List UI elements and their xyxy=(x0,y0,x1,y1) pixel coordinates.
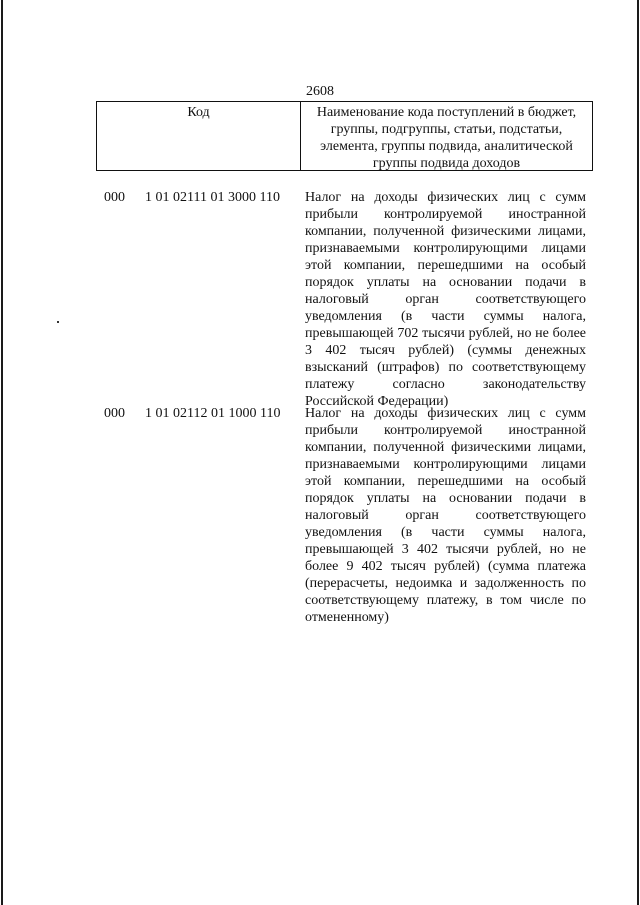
scan-speck xyxy=(57,321,59,323)
scan-edge-right xyxy=(637,0,639,905)
row-group-code: 000 xyxy=(104,190,125,205)
row-budget-code: 1 01 02112 01 1000 110 xyxy=(145,406,281,421)
row-description: Налог на доходы физических лиц с сумм прибыли контролируемой иностранной компании, полученной физическими лицами, признаваемыми контролирующими лицами этой компании, перешедшими на особый порядок уплаты на основании подачи в налоговый орган соответствующего уведомления (в части суммы налога, превышающей 3 402 тысячи рублей, но не более 9 402 тысяч рублей) (сумма платежа (перерасчеты, недоимка и задолженность по соответствующему платежу, в том числе по отмененному) xyxy=(305,406,586,625)
row-budget-code: 1 01 02111 01 3000 110 xyxy=(145,190,280,205)
header-code-cell: Код xyxy=(97,102,301,170)
scan-edge-left xyxy=(1,0,3,905)
row-group-code: 000 xyxy=(104,406,125,421)
row-description: Налог на доходы физических лиц с сумм прибыли контролируемой иностранной компании, полученной физическими лицами, признаваемыми контролирующими лицами этой компании, перешедшими на особый порядок уплаты на основании подачи в налоговый орган соответствующего уведомления (в части суммы налога, превышающей 702 тысячи рублей, но не более 3 402 тысяч рублей) (суммы денежных взысканий (штрафов) по соответствующему платежу согласно законодательству Российской Федерации) xyxy=(305,190,586,409)
header-name-cell: Наименование кода поступлений в бюджет, группы, подгруппы, статьи, подстатьи, элемента, группы подвида, аналитической группы подвида доходов xyxy=(316,105,577,171)
table-header xyxy=(96,101,593,171)
page-number: 2608 xyxy=(306,84,334,99)
